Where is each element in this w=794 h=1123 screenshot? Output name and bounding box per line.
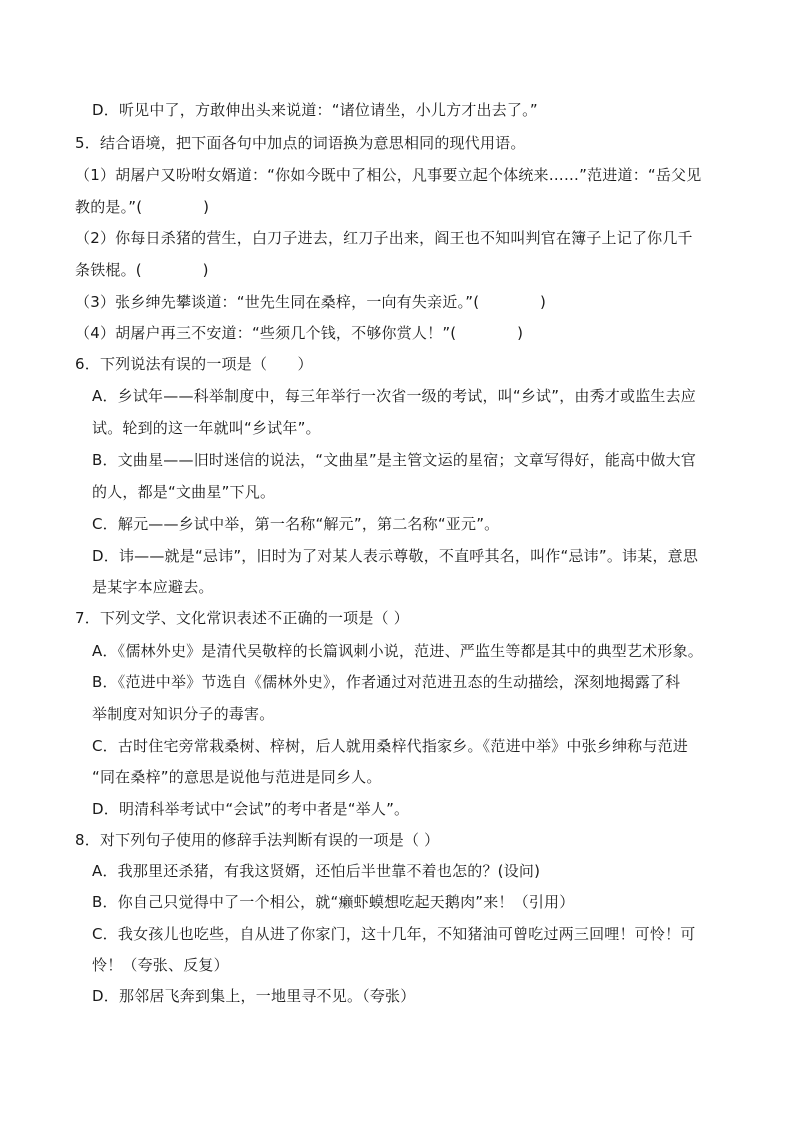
- option-line: A．《儒林外史》是清代吴敬梓的长篇讽刺小说，范进、严监生等都是其中的典型艺术形象。: [92, 642, 703, 660]
- option-line: 怜！（夸张、反复）: [92, 956, 229, 974]
- sub-item-line: 条铁棍。( ): [75, 261, 209, 279]
- question-stem: 6．下列说法有误的一项是（ ）: [75, 355, 313, 373]
- sub-item-line: （2）你每日杀猪的营生，白刀子进去，红刀子出来，阎王也不知叫判官在簿子上记了你几千: [75, 229, 693, 247]
- question-stem: 8．对下列句子使用的修辞手法判断有误的一项是（ ）: [75, 831, 440, 849]
- question-stem: 5．结合语境，把下面各句中加点的词语换为意思相同的现代用语。: [75, 134, 526, 152]
- sub-item-line: （3）张乡绅先攀谈道：“世先生同在桑梓，一向有失亲近。”( ): [75, 293, 547, 311]
- option-line: B．文曲星——旧时迷信的说法，“文曲星”是主管文运的星宿；文章写得好，能高中做大官: [92, 451, 697, 469]
- option-line: “同在桑梓”的意思是说他与范进是同乡人。: [92, 768, 382, 786]
- sub-item-line: （1）胡屠户又吩咐女婿道：“你如今既中了相公，凡事要立起个体统来……”范进道：“岳父见: [75, 166, 702, 184]
- question-stem: 7．下列文学、文化常识表述不正确的一项是（ ）: [75, 609, 409, 627]
- option-line: D．听见中了，方敢伸出头来说道：“诸位请坐，小儿方才出去了。”: [92, 101, 538, 119]
- option-line: C．我女孩儿也吃些，自从进了你家门，这十几年，不知猪油可曾吃过两三回哩！可怜！可: [92, 925, 696, 943]
- option-line: 是某字本应避去。: [92, 578, 214, 596]
- option-line: C．解元——乡试中举，第一名称“解元”，第二名称“亚元”。: [92, 515, 500, 533]
- option-line: B．《范进中举》节选自《儒林外史》，作者通过对范进丑态的生动描绘，深刻地揭露了科: [92, 673, 681, 691]
- option-line: A．乡试年——科举制度中，每三年举行一次省一级的考试，叫“乡试”，由秀才或监生去应: [92, 387, 697, 405]
- option-line: D．那邻居飞奔到集上，一地里寻不见。（夸张）: [92, 987, 416, 1005]
- option-line: 的人，都是“文曲星”下凡。: [92, 483, 276, 501]
- option-line: B．你自己只觉得中了一个相公，就“癞虾蟆想吃起天鹅肉”来！（引用）: [92, 893, 575, 911]
- sub-item-line: 教的是。”( ): [75, 198, 210, 216]
- sub-item-line: （4）胡屠户再三不安道：“些须几个钱，不够你赏人！”( ): [75, 324, 524, 342]
- option-line: A．我那里还杀猪，有我这贤婿，还怕后半世靠不着也怎的？(设问): [92, 862, 541, 880]
- option-line: C．古时住宅旁常栽桑树、梓树，后人就用桑梓代指家乡。《范进中举》中张乡绅称与范进: [92, 737, 688, 755]
- option-line: 试。轮到的这一年就叫“乡试年”。: [92, 419, 321, 437]
- option-line: D．明清科举考试中“会试”的考中者是“举人”。: [92, 800, 410, 818]
- option-line: 举制度对知识分子的毒害。: [92, 705, 275, 723]
- option-line: D．讳——就是“忌讳”，旧时为了对某人表示尊敬，不直呼其名，叫作“忌讳”。讳某，意思: [92, 547, 699, 565]
